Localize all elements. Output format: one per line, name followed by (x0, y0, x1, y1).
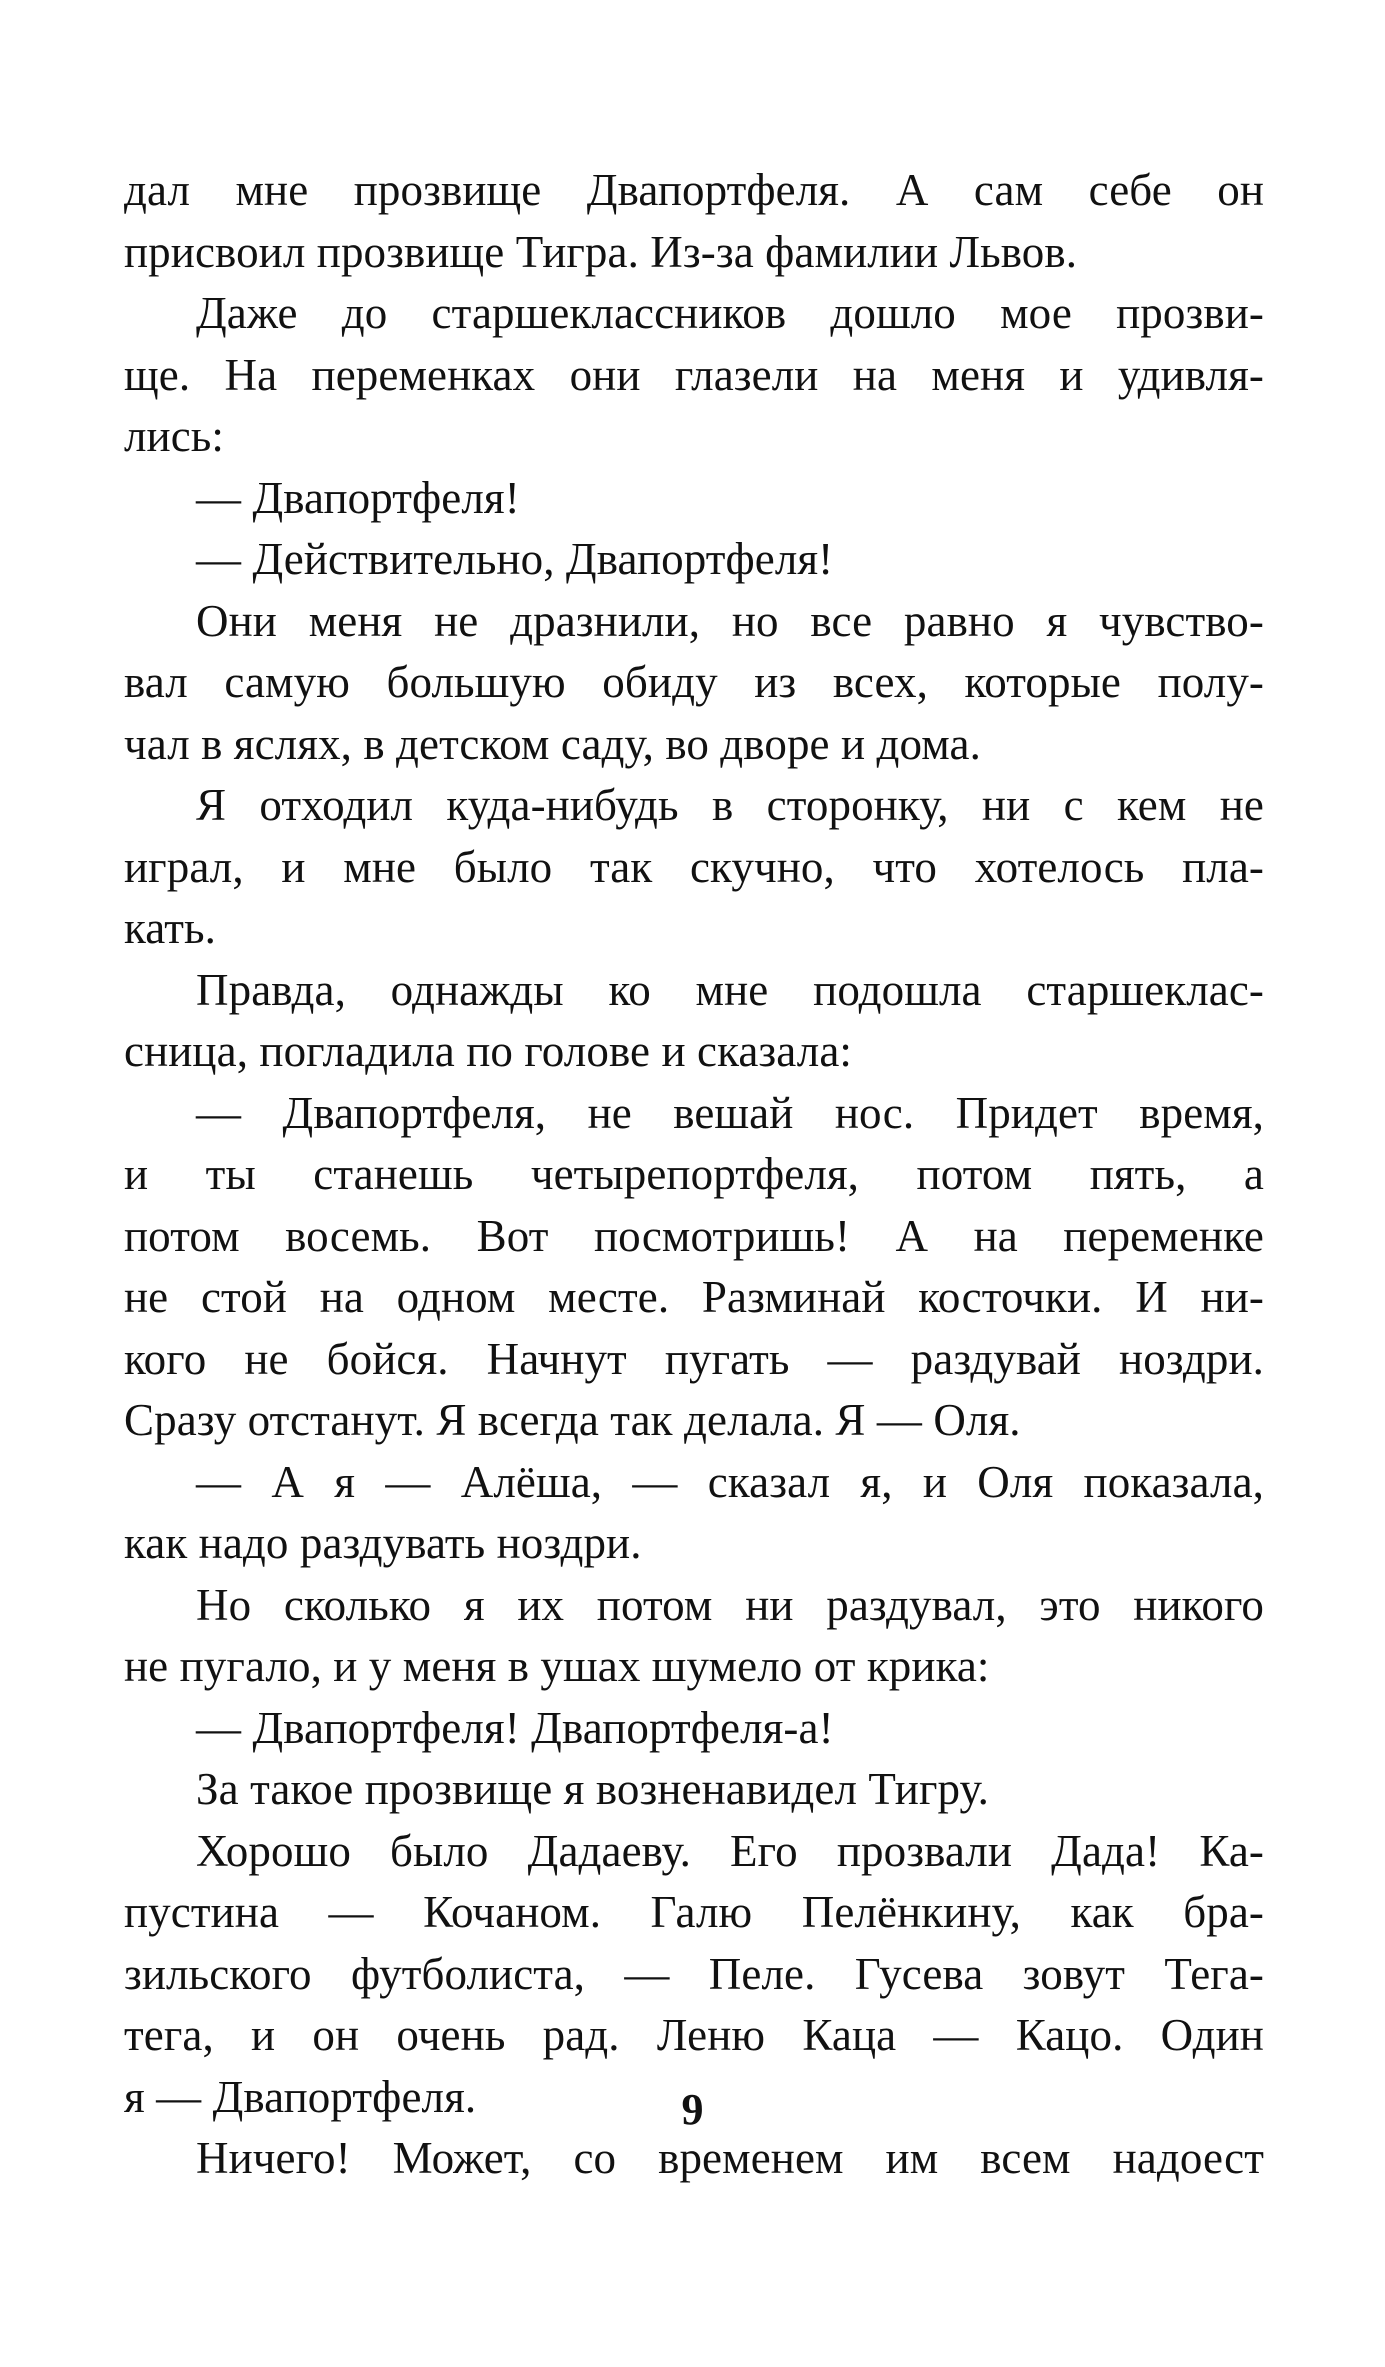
text-line: сница, погладила по голове и сказала: (124, 1026, 853, 1076)
text-line: кать. (124, 903, 216, 953)
text-line: Даже до старшеклассников дошло мое прозви- (196, 288, 1264, 338)
page-number: 9 (681, 2085, 704, 2134)
text-line: тега, и он очень рад. Леню Каца — Кацо. Один (124, 2010, 1264, 2060)
text-line: дал мне прозвище Двапортфеля. А сам себе он (124, 165, 1264, 215)
text-line: не стой на одном месте. Разминай косточки. И ни- (124, 1272, 1264, 1322)
dialogue-line: — Двапортфеля! Двапортфеля-а! (196, 1702, 834, 1753)
text-line: играл, и мне было так скучно, что хотелось пла- (124, 841, 1264, 892)
text-line: чал в яслях, в детском саду, во дворе и дома. (124, 718, 981, 769)
dialogue-line: — Двапортфеля! (196, 472, 520, 523)
text-line: Правда, однажды ко мне подошла старшеклас- (196, 964, 1264, 1015)
text-line: не пугало, и у меня в ушах шумело от крика: (124, 1641, 990, 1691)
text-line: присвоил прозвище Тигра. Из-за фамилии Львов. (124, 226, 1078, 277)
dialogue-line: — Двапортфеля, не вешай нос. Придет время, (196, 1087, 1264, 1138)
text-line: кого не бойся. Начнут пугать — раздувай ноздри. (124, 1333, 1264, 1384)
text-line: ще. На переменках они глазели на меня и удивля- (124, 349, 1264, 400)
text-line: Но сколько я их потом ни раздувал, это никого (196, 1579, 1264, 1630)
text-line: Сразу отстанут. Я всегда так делала. Я — Оля. (124, 1395, 1021, 1445)
text-line: Ничего! Может, со временем им всем надоест (196, 2133, 1264, 2183)
text-line: зильского футболиста, — Пеле. Гусева зовут Тега- (124, 1948, 1264, 1999)
text-line: пустина — Кочаном. Галю Пелёнкину, как бра- (124, 1887, 1264, 1937)
text-line: лись: (124, 411, 225, 461)
dialogue-line: — Действительно, Двапортфеля! (196, 534, 834, 584)
text-line: Хорошо было Дадаеву. Его прозвали Дада! Ка- (196, 1825, 1264, 1876)
book-page-text (124, 160, 1264, 2190)
text-line: вал самую большую обиду из всех, которые полу- (124, 657, 1264, 707)
text-line: и ты станешь четырепортфеля, потом пять, а (124, 1149, 1264, 1199)
text-line: я — Двапортфеля. (124, 2071, 477, 2122)
text-line: как надо раздувать ноздри. (124, 1518, 642, 1568)
text-line: За такое прозвище я возненавидел Тигру. (196, 1764, 990, 1814)
text-line: Они меня не дразнили, но все равно я чувство- (196, 595, 1264, 646)
text-line: потом восемь. Вот посмотришь! А на переменке (124, 1210, 1264, 1261)
text-line: Я отходил куда-нибудь в сторонку, ни с кем не (196, 780, 1264, 830)
dialogue-line: — А я — Алёша, — сказал я, и Оля показала, (196, 1456, 1264, 1507)
